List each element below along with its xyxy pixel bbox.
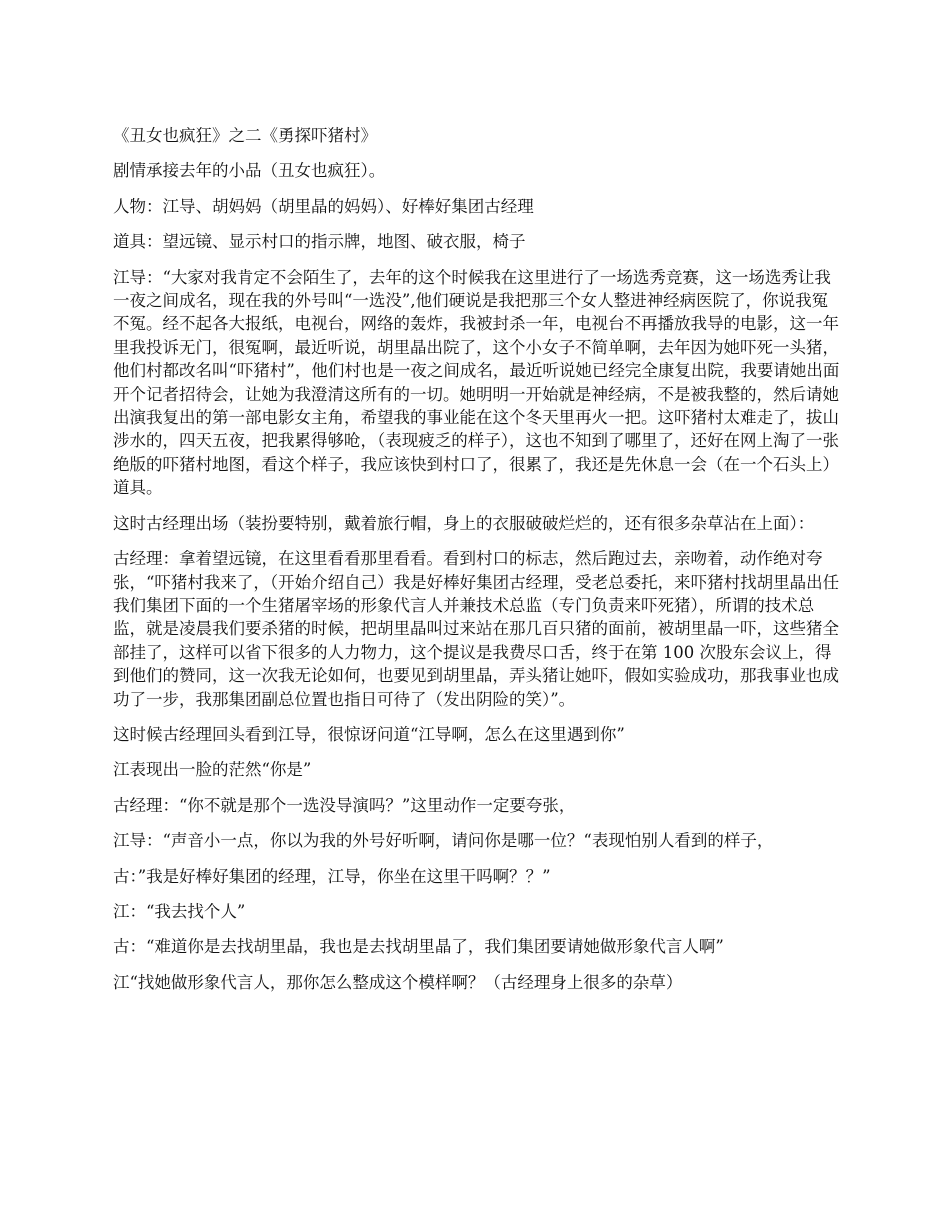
paragraph-props: 道具：望远镜、显示村口的指示牌，地图、破衣服，椅子	[113, 232, 526, 252]
document-title: 《丑女也疯狂》之二《勇探吓猪村》	[113, 126, 377, 145]
paragraph-gu-line-3: 古：“难道你是去找胡里晶，我也是去找胡里晶了，我们集团要请她做形象代言人啊”	[113, 937, 724, 957]
document-body	[113, 124, 843, 1006]
paragraph-jiang-confused: 江表现出一脸的茫然“你是”	[113, 760, 312, 780]
paragraph-jiang-line-3: 江“找她做形象代言人，那你怎么整成这个模样啊？（古经理身上很多的杂草）	[113, 972, 683, 992]
paragraph-jiang-monologue: 江导：“大家对我肯定不会陌生了，去年的这个时候我在这里进行了一场选秀竞赛，这一场选秀让我一夜之间成名，现在我的外号叫“一选没”,他们硬说是我把那三个女人整进神经病医院了，你说我冤不冤。经不起各大报纸，电视台，网络的轰炸，我被封杀一年，电视台不再播放我导的电影，这一年里我投诉无门，很冤啊，最近听说，胡里晶出院了，这个小女子不简单啊，去年因为她吓死一头猪，他们村都改名叫“吓猪村”，他们村也是一夜之间成名，最近听说她已经完全康复出院，我要请她出面开个记者招待会，让她为我澄清这所有的一切。她明明一开始就是神经病，不是被我整的，然后请她出演我复出的第一部电影女主角，希望我的事业能在这个冬天里再火一把。这吓猪村太难走了，拔山涉水的，四天五夜，把我累得够呛，（表现疲乏的样子），这也不知到了哪里了，还好在网上淘了一张绝版的吓猪村地图，看这个样子，我应该快到村口了，很累了，我还是先休息一会（在一个石头上）道具。	[113, 267, 840, 498]
paragraph-jiang-line-2: 江：“我去找个人”	[113, 901, 246, 921]
paragraph-gu-line-2: 古：”我是好棒好集团的经理，江导，你坐在这里干吗啊？？”	[113, 866, 551, 886]
paragraph-gu-sees-jiang: 这时候古经理回头看到江导，很惊讶问道“江导啊，怎么在这里遇到你”	[113, 724, 625, 744]
paragraph-characters: 人物：江导、胡妈妈（胡里晶的妈妈）、好棒好集团古经理	[113, 196, 534, 216]
paragraph-gu-line-1: 古经理：“你不就是那个一选没导演吗？”这里动作一定要夸张，	[113, 795, 576, 815]
paragraph-plot-note: 剧情承接去年的小品（丑女也疯狂）。	[113, 161, 386, 181]
paragraph-jiang-line-1: 江导：“声音小一点，你以为我的外号好听啊，请问你是哪一位？“表现怕别人看到的样子，	[113, 831, 774, 851]
paragraph-gu-monologue: 古经理：拿着望远镜，在这里看看那里看看。看到村口的标志，然后跑过去，亲吻着，动作绝对夸张，“吓猪村我来了，（开始介绍自己）我是好棒好集团古经理，受老总委托，来吓猪村找胡里晶出任我们集团下面的一个生猪屠宰场的形象代言人并兼技术总监（专门负责来吓死猪），所谓的技术总监，就是凌晨我们要杀猪的时候，把胡里晶叫过来站在那几百只猪的面前，被胡里晶一吓，这些猪全部挂了，这样可以省下很多的人力物力，这个提议是我费尽口舌，终于在第 100 次股东会议上，得到他们的赞同，这一次我无论如何，也要见到胡里晶，弄头猪让她吓，假如实验成功，那我事业也成功了一步，我那集团副总位置也指日可待了（发出阴险的笑）”。	[113, 549, 840, 709]
paragraph-gu-entrance: 这时古经理出场（装扮要特别，戴着旅行帽，身上的衣服破破烂烂的，还有很多杂草沾在上面）：	[113, 513, 815, 533]
